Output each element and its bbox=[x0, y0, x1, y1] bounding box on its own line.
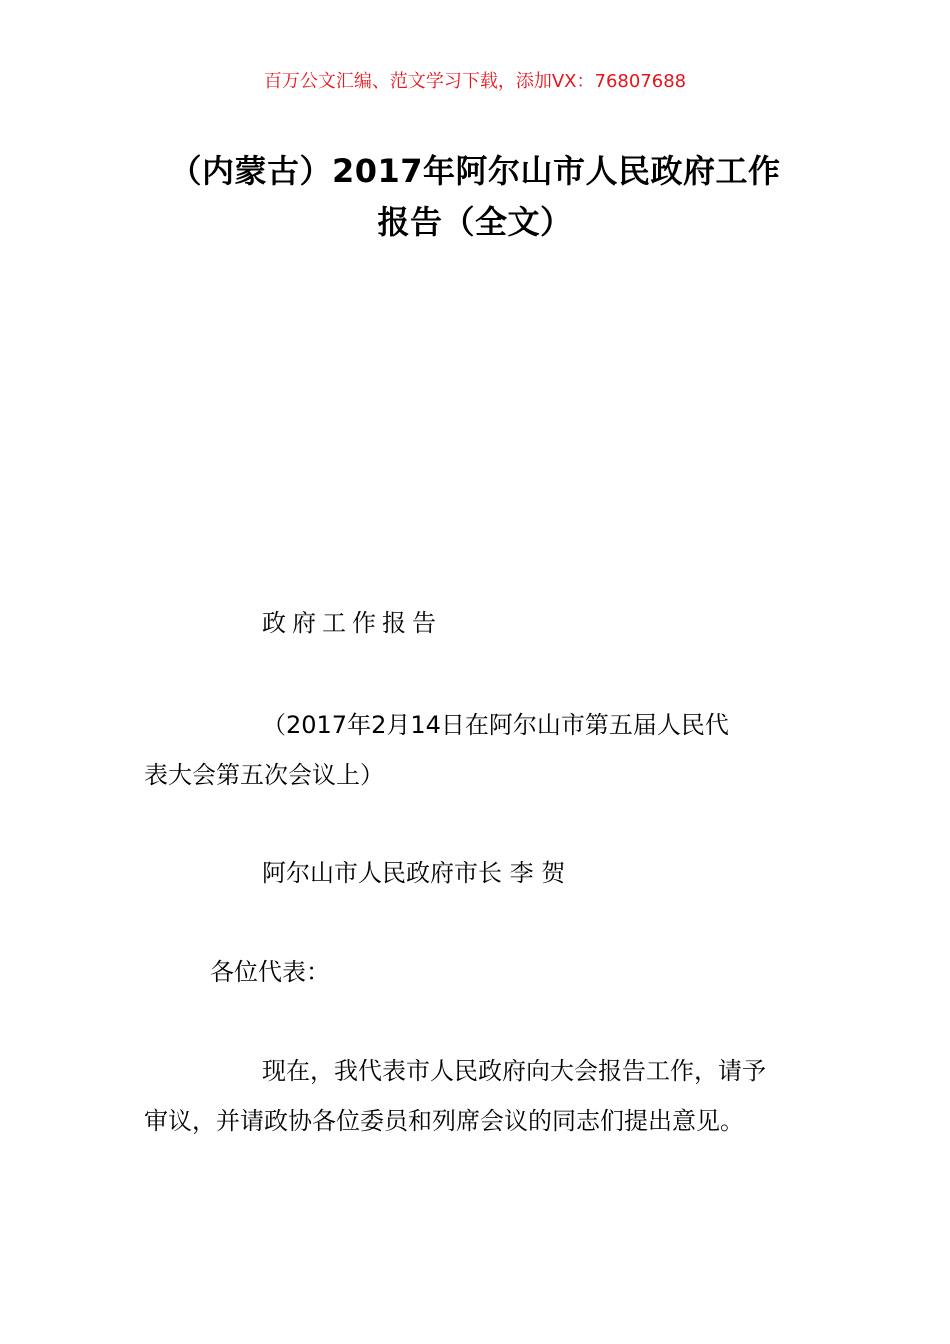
salutation: 各位代表： bbox=[210, 958, 330, 986]
document-title-line-2: 报告（全文） bbox=[377, 203, 573, 241]
speaker-line: 阿尔山市人民政府市长 李 贺 bbox=[262, 859, 566, 887]
document-title-line-1: （内蒙古）2017年阿尔山市人民政府工作 bbox=[169, 152, 781, 190]
meeting-info-line-2: 表大会第五次会议上） bbox=[144, 761, 384, 789]
opening-paragraph-line-2: 审议，并请政协各位委员和列席会议的同志们提出意见。 bbox=[144, 1107, 744, 1135]
header-watermark-note: 百万公文汇编、范文学习下载，添加VX：76807688 bbox=[263, 71, 687, 92]
report-label: 政府工作报告 bbox=[262, 609, 442, 637]
opening-paragraph-line-1: 现在，我代表市人民政府向大会报告工作，请予 bbox=[262, 1057, 766, 1085]
meeting-info-line-1: （2017年2月14日在阿尔山市第五届人民代 bbox=[262, 711, 729, 739]
